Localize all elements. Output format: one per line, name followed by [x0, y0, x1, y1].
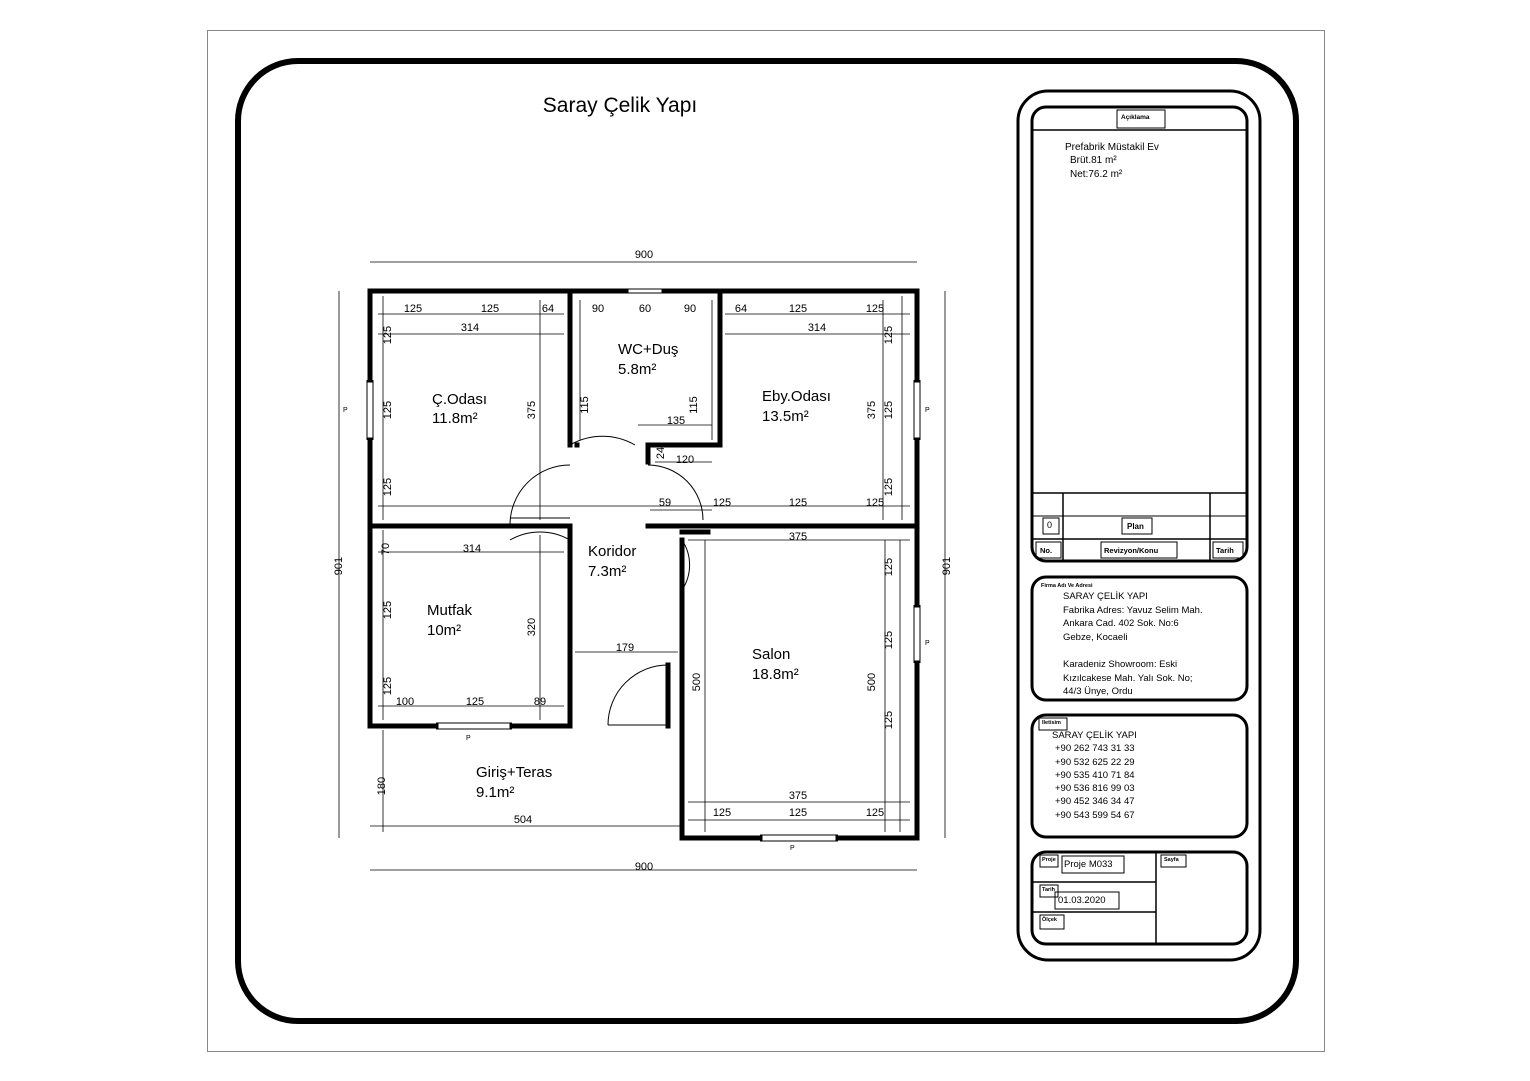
room-name: Ç.Odası — [432, 391, 488, 408]
company-line: Ankara Cad. 402 Sok. No:6 — [1063, 618, 1179, 630]
dim-top-overall: 900 — [634, 249, 654, 261]
dim-right-overall: 901 — [941, 556, 953, 576]
contact-line: +90 535 410 71 84 — [1055, 769, 1135, 781]
dim: 375 — [866, 400, 878, 420]
dim: 100 — [395, 696, 415, 708]
tarih-value: 01.03.2020 — [1058, 895, 1106, 906]
project-description — [1065, 141, 1159, 181]
dim: 90 — [683, 303, 697, 315]
sayfa-label: Sayfa — [1164, 857, 1179, 863]
dim: 179 — [615, 642, 635, 654]
window-tag: P — [925, 407, 930, 414]
dim: 320 — [526, 617, 538, 637]
description-line: Prefabrik Müstakil Ev — [1065, 142, 1159, 153]
firma-label: Firma Adı Ve Adresi — [1041, 583, 1093, 589]
company-line: SARAY ÇELİK YAPI — [1063, 591, 1148, 602]
description-line: Brüt.81 m² — [1070, 155, 1117, 167]
dim: 135 — [666, 415, 686, 427]
dim: 500 — [866, 672, 878, 692]
company-line: Kızılcakese Mah. Yalı Sok. No; — [1063, 672, 1193, 684]
dim: 125 — [465, 696, 485, 708]
room-name: Salon — [752, 646, 791, 663]
dim: 504 — [513, 814, 533, 826]
dim: 375 — [526, 400, 538, 420]
dim: 125 — [480, 303, 500, 315]
dim: 125 — [883, 710, 895, 730]
dim: 125 — [883, 477, 895, 497]
revision-no: 0 — [1047, 520, 1053, 530]
proje-label: Proje — [1042, 857, 1056, 863]
contact-info — [1052, 729, 1137, 822]
dim: 125 — [883, 400, 895, 420]
dim: 125 — [712, 807, 732, 819]
revision-subject: Plan — [1127, 522, 1144, 531]
window-tag: P — [925, 640, 930, 647]
iletisim-label: Iletisim — [1042, 720, 1061, 726]
olcek-label: Ölçek — [1042, 917, 1057, 923]
dim: 125 — [403, 303, 423, 315]
company-line: Karadeniz Showroom: Eski — [1063, 658, 1178, 670]
col-date-label: Tarih — [1216, 546, 1234, 555]
room-area: 10m² — [427, 622, 462, 639]
dim: 125 — [382, 325, 394, 345]
room-area: 5.8m² — [618, 361, 657, 378]
company-line: Fabrika Adres: Yavuz Selim Mah. — [1063, 604, 1203, 616]
room-area: 7.3m² — [588, 563, 627, 580]
dim-left-overall: 901 — [333, 556, 345, 576]
room-name: Mutfak — [427, 602, 473, 619]
room-area: 18.8m² — [752, 666, 799, 683]
room-name: Giriş+Teras — [476, 764, 553, 781]
dim: 125 — [382, 400, 394, 420]
room-name: Eby.Odası — [762, 388, 831, 405]
dim: 125 — [883, 630, 895, 650]
room-name: WC+Duş — [618, 341, 679, 358]
dim: 314 — [462, 543, 482, 555]
doors — [510, 436, 703, 725]
dim: 125 — [712, 497, 732, 509]
drawing-title: Saray Çelik Yapı — [542, 94, 698, 117]
room-area: 13.5m² — [762, 408, 809, 425]
dim: 64 — [541, 303, 555, 315]
dim: 90 — [591, 303, 605, 315]
dim: 125 — [788, 303, 808, 315]
col-no-label: No. — [1040, 546, 1053, 555]
dim: 115 — [579, 396, 591, 414]
dim-bottom-overall: 900 — [634, 861, 654, 873]
dim: 314 — [807, 322, 827, 334]
dim: 125 — [883, 557, 895, 577]
dim: 125 — [865, 807, 885, 819]
dim: 180 — [376, 776, 388, 796]
dim: 125 — [382, 600, 394, 620]
dim: 375 — [788, 531, 808, 543]
dim: 89 — [533, 696, 547, 708]
room-area: 9.1m² — [476, 784, 515, 801]
dim: 500 — [691, 672, 703, 692]
dim: 125 — [788, 807, 808, 819]
dim: 314 — [460, 322, 480, 334]
col-subject-label: Revizyon/Konu — [1104, 546, 1159, 555]
dim: 125 — [865, 303, 885, 315]
dim: 125 — [865, 497, 885, 509]
contact-line: +90 452 346 34 47 — [1055, 796, 1135, 808]
dim: 24 — [655, 446, 667, 460]
dim: 70 — [380, 542, 392, 556]
description-line: Net:76.2 m² — [1070, 168, 1123, 180]
contact-line: SARAY ÇELİK YAPI — [1052, 730, 1137, 741]
dim: 125 — [382, 676, 394, 696]
contact-line: +90 262 743 31 33 — [1055, 743, 1135, 755]
dim: 115 — [688, 396, 700, 414]
room-labels — [427, 341, 831, 801]
drawing-frame — [238, 61, 1296, 1021]
dim: 125 — [788, 497, 808, 509]
window-tag: P — [466, 735, 471, 742]
dim: 125 — [883, 325, 895, 345]
window-tag: P — [343, 407, 348, 414]
company-line: 44/3 Ünye, Ordu — [1063, 686, 1133, 698]
contact-line: +90 543 599 54 67 — [1055, 809, 1135, 821]
room-area: 11.8m² — [432, 410, 478, 427]
contact-line: +90 532 625 22 29 — [1055, 756, 1135, 768]
aciklama-label: Açıklama — [1121, 114, 1150, 121]
dim: 120 — [675, 454, 695, 466]
company-line: Gebze, Kocaeli — [1063, 631, 1128, 643]
dim: 59 — [658, 497, 672, 509]
contact-line: +90 536 816 99 03 — [1055, 783, 1135, 795]
tarih-label: Tarih — [1042, 887, 1056, 893]
dim: 64 — [734, 303, 748, 315]
dim: 60 — [638, 303, 652, 315]
proje-value: Proje M033 — [1064, 859, 1113, 870]
window-tag: P — [790, 845, 795, 852]
company-address — [1063, 590, 1203, 699]
dim: 375 — [788, 790, 808, 802]
dim: 125 — [382, 477, 394, 497]
floor-plan — [333, 249, 953, 873]
company-line — [1063, 644, 1203, 658]
paper-border — [208, 31, 1325, 1052]
room-name: Koridor — [588, 543, 637, 560]
